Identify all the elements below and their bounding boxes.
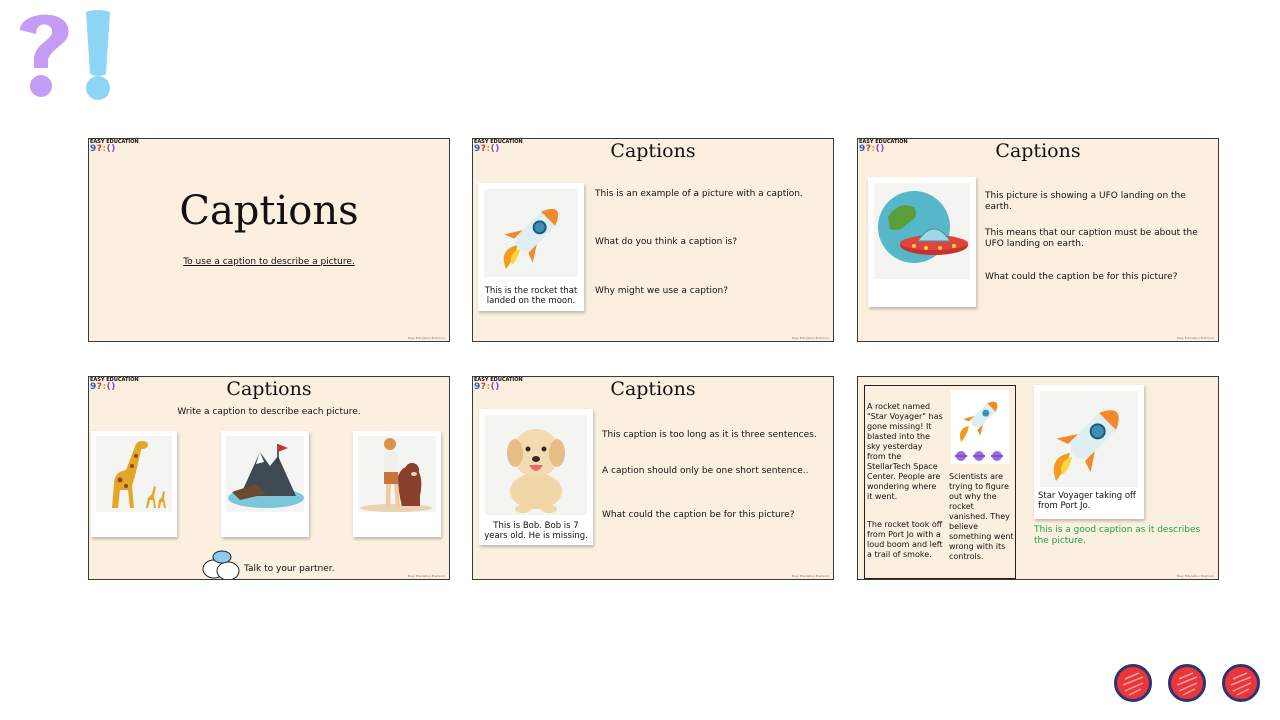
slide-instruction: Write a caption to describe each picture. [177,407,361,417]
photo-frame [221,431,309,537]
photo-frame [91,431,177,537]
slide-thumbnail-6[interactable] [857,376,1219,580]
slide-title: Captions [610,140,696,162]
photo-frame [353,431,441,537]
slide-title: Captions [995,140,1081,162]
slide-footer: Easy Education Premium [791,336,829,340]
rocket-icon [1040,391,1138,487]
photo-caption: This is the rocket that landed on the moon. [484,286,578,306]
easy-education-logo: EASY EDUCATION 9?:() [474,377,523,392]
slide-thumbnail-2[interactable] [472,138,834,342]
question-exclamation-icon [12,8,122,104]
rocket-icon [484,189,578,277]
photo-frame [479,409,593,545]
slide-title: Captions [610,378,696,400]
photo-frame [1034,385,1144,519]
photo-caption: This is Bob. Bob is 7 years old. He is missing. [484,521,588,541]
slide-text-line: What could the caption be for this picture? [602,510,795,520]
easy-education-logo: EASY EDUCATION 9?:() [90,377,139,392]
slide-thumbnail-1[interactable] [88,138,450,342]
nav-dot-3[interactable] [1222,664,1260,702]
slide-text-line: What could the caption be for this picture? [985,272,1178,282]
scribble-icon [1117,667,1149,699]
photo-caption: Star Voyager taking off from Port Jo. [1038,491,1136,511]
nav-dot-1[interactable] [1114,664,1152,702]
speech-bubbles-icon [202,549,240,580]
slide-footer: Easy Education Premium [407,336,445,340]
easy-education-logo: EASY EDUCATION 9?:() [90,139,139,154]
slide-footer: Easy Education Premium [1176,336,1214,340]
photo-frame [868,177,976,307]
article-paragraph: Scientists are trying to figure out why the rocket vanished. They believe something went wrong with its controls. [949,472,1014,561]
slide-title: Captions [179,188,359,234]
talk-prompt: Talk to your partner. [244,564,335,574]
scribble-icon [1171,667,1203,699]
woman-with-dog-icon [358,436,436,512]
slide-footer: Easy Education Premium [407,574,445,578]
earth-ufo-icon [874,183,970,279]
giraffe-icon [96,436,172,512]
slide-text-line: What do you think a caption is? [595,237,738,247]
slide-text-line: This is an example of a picture with a caption. [595,189,803,199]
good-caption-note: This is a good caption as it describes the picture. [1034,525,1201,546]
slide-objective: To use a caption to describe a picture. [183,257,355,267]
photo-frame [478,183,584,311]
puppy-icon [485,415,587,515]
shipwreck-icon [226,436,304,512]
slide-text-line: This means that our caption must be about the UFO landing on earth. [985,228,1198,249]
slide-text-line: This picture is showing a UFO landing on the earth. [985,191,1186,212]
article-paragraph: A rocket named "Star Voyager" has gone missing! It blasted into the sky yesterday from the StellarTech Space Center. People are wondering where it went. [867,402,943,501]
slide-footer: Easy Education Premium [791,574,829,578]
slide-text-line: Why might we use a caption? [595,286,728,296]
slide-footer: Easy Education Premium [1176,574,1214,578]
slide-title: Captions [226,378,312,400]
easy-education-logo: EASY EDUCATION 9?:() [859,139,908,154]
slide-thumbnail-4[interactable] [88,376,450,580]
slide-thumbnail-3[interactable] [857,138,1219,342]
aliens-icon [951,448,1009,464]
slide-text-line: This caption is too long as it is three sentences. [602,430,817,440]
article-paragraph: The rocket took off from Port Jo with a loud boom and left a trail of smoke. [867,520,943,559]
easy-education-logo: EASY EDUCATION 9?:() [474,139,523,154]
slide-thumbnail-5[interactable] [472,376,834,580]
rocket-icon [951,390,1009,446]
scribble-icon [1225,667,1257,699]
newspaper-article [864,385,1016,579]
nav-dot-2[interactable] [1168,664,1206,702]
slide-text-line: A caption should only be one short sentence.. [602,466,809,476]
article-photo [951,390,1009,464]
